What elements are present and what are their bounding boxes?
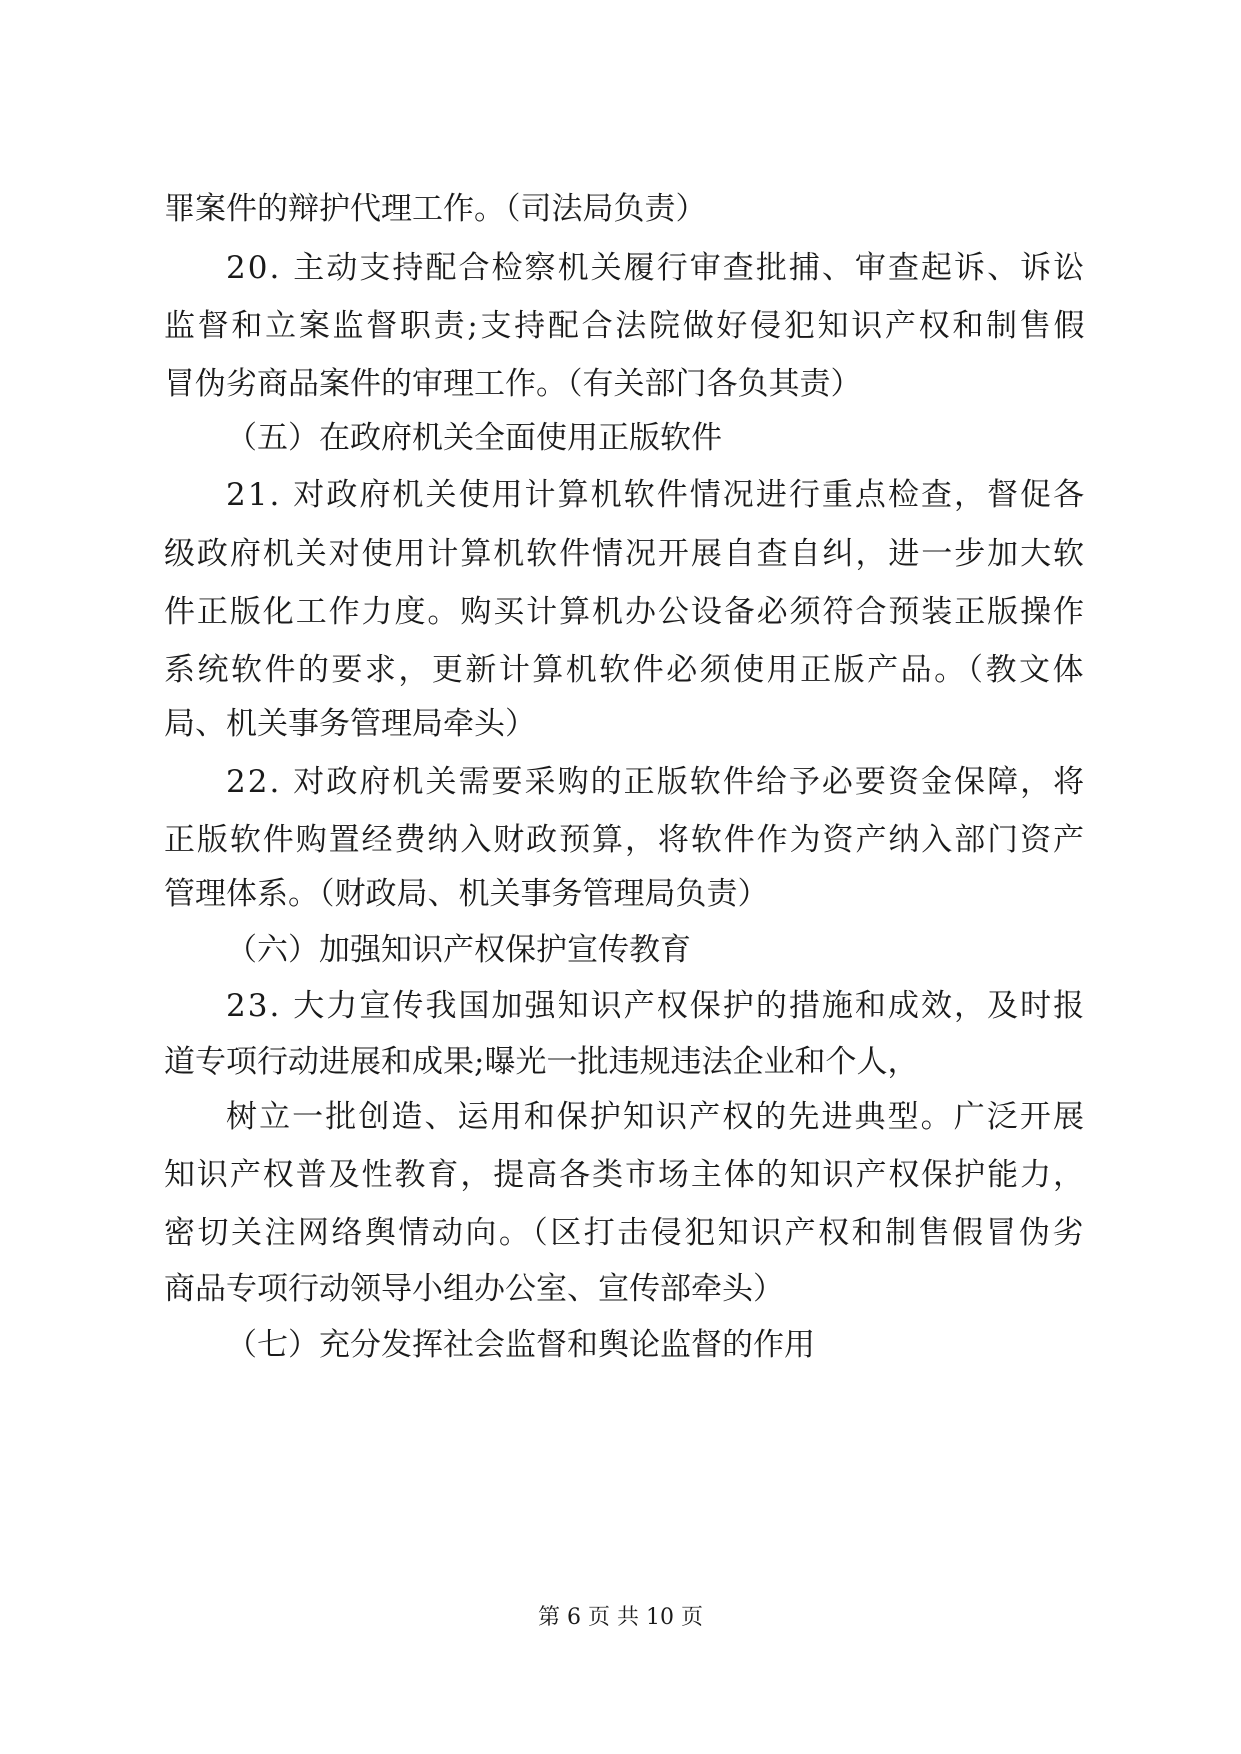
paragraph-line: 系统软件的要求，更新计算机软件必须使用正版产品。（教文体 [164,652,1086,688]
paragraph-line: 20. 主动支持配合检察机关履行审查批捕、审查起诉、诉讼 [226,250,1087,286]
paragraph-line: 件正版化工作力度。购买计算机办公设备必须符合预装正版操作 [164,594,1086,630]
paragraph-line: 级政府机关对使用计算机软件情况开展自查自纠，进一步加大软 [164,536,1086,572]
paragraph-line: 管理体系。（财政局、机关事务管理局负责） [164,876,769,912]
paragraph-line: 22. 对政府机关需要采购的正版软件给予必要资金保障，将 [226,764,1087,800]
paragraph-line: 局、机关事务管理局牵头） [164,706,536,742]
paragraph-line: 密切关注网络舆情动向。（区打击侵犯知识产权和制售假冒伪劣 [164,1215,1086,1251]
paragraph-line: 商品专项行动领导小组办公室、宣传部牵头） [164,1271,784,1307]
paragraph-line: 23. 大力宣传我国加强知识产权保护的措施和成效，及时报 [226,988,1087,1024]
paragraph-line: 树立一批创造、运用和保护知识产权的先进典型。广泛开展 [226,1099,1087,1135]
paragraph-line: 罪案件的辩护代理工作。（司法局负责） [164,191,707,227]
paragraph-line: （七）充分发挥社会监督和舆论监督的作用 [226,1327,815,1363]
paragraph-line: 道专项行动进展和成果;曝光一批违规违法企业和个人， [164,1044,919,1080]
paragraph-line: （六）加强知识产权保护宣传教育 [226,932,691,968]
paragraph-line: 21. 对政府机关使用计算机软件情况进行重点检查，督促各 [226,477,1087,513]
paragraph-line: 正版软件购置经费纳入财政预算，将软件作为资产纳入部门资产 [164,822,1086,858]
paragraph-line: 冒伪劣商品案件的审理工作。（有关部门各负其责） [164,366,862,402]
page-footer: 第 6 页 共 10 页 [538,1605,703,1630]
paragraph-line: 知识产权普及性教育，提高各类市场主体的知识产权保护能力， [164,1157,1086,1193]
paragraph-line: （五）在政府机关全面使用正版软件 [226,420,722,456]
paragraph-line: 监督和立案监督职责;支持配合法院做好侵犯知识产权和制售假 [164,308,1088,344]
